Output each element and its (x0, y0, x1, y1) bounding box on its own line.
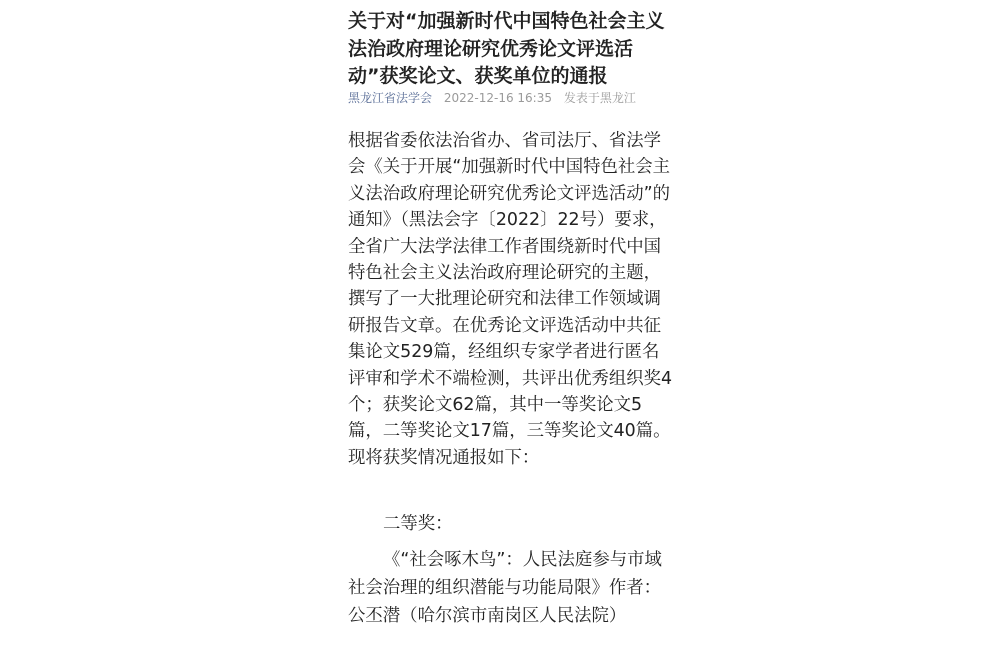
account-name-link[interactable]: 黑龙江省法学会 (348, 91, 433, 105)
article-title: 关于对“加强新时代中国特色社会主义法治政府理论研究优秀论文评选活动”获奖论文、获奖单位的通报 (348, 10, 665, 87)
article-view (336, 0, 673, 667)
article-body-paragraph: 根据省委依法治省办、省司法厅、省法学会《关于开展“加强新时代中国特色社会主义法治政府理论研究优秀论文评选活动”的通知》（黑法会字〔2022〕22号）要求，全省广大法学法律工作者围绕新时代中国特色社会主义法治政府理论研究的主题，撰写了一大批理论研究和法律工作领域调研报告文章。在优秀论文评选活动中共征集论文529篇，经组织专家学者进行匿名评审和学术不端检测，共评出优秀组织奖4个；获奖论文62篇，其中一等奖论文5篇，二等奖论文17篇，三等奖论文40篇。现将获奖情况通报如下： (348, 131, 673, 468)
article-meta (348, 90, 636, 106)
award-level-heading: 二等奖： (383, 514, 453, 534)
publish-time: 2022-12-16 16:35 (443, 91, 552, 105)
publish-location: 发表于黑龙江 (563, 91, 636, 105)
award-entry: 《“社会啄木鸟”：人民法庭参与市域社会治理的组织潜能与功能局限》作者：公丕潜（哈尔滨市南岗区人民法院） (348, 550, 662, 626)
